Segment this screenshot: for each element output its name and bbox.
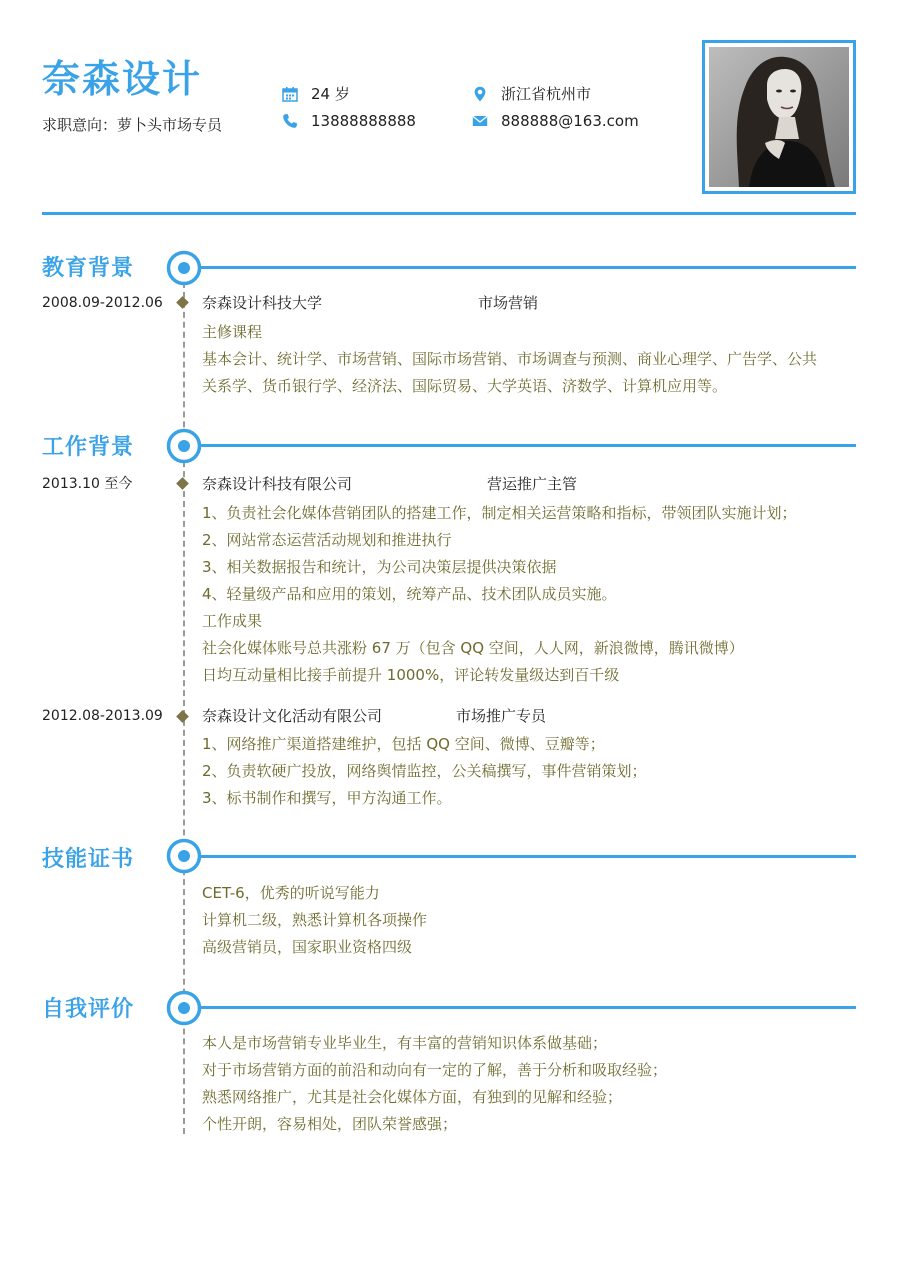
work-title: 工作背景 bbox=[42, 435, 135, 460]
work-rule bbox=[200, 444, 856, 447]
timeline-marker bbox=[176, 477, 189, 490]
email-info bbox=[471, 110, 639, 132]
phone-text: 13888888888 bbox=[311, 112, 416, 130]
work-details-2 bbox=[202, 731, 858, 812]
work-date-2: 2012.08-2013.09 bbox=[42, 708, 163, 724]
envelope-icon bbox=[471, 112, 489, 130]
job-intent: 求职意向：萝卜头市场专员 bbox=[42, 116, 223, 134]
detail-line: 基本会计、统计学、市场营销、国际市场营销、市场调查与预测、商业心理学、广告学、公共 bbox=[202, 350, 818, 368]
skills-list bbox=[202, 880, 858, 961]
work-details-1 bbox=[202, 500, 858, 689]
work-role-2: 市场推广专员 bbox=[456, 707, 547, 725]
work-date-1: 2013.10 至今 bbox=[42, 476, 133, 492]
detail-line: 关系学、货币银行学、经济法、国际贸易、大学英语、济数学、计算机应用等。 bbox=[202, 377, 728, 395]
education-details bbox=[202, 319, 858, 400]
self-eval-line: 个性开朗，容易相处，团队荣誉感强； bbox=[202, 1115, 458, 1133]
skills-section-icon bbox=[166, 838, 202, 874]
candidate-name: 奈森设计 bbox=[42, 57, 203, 101]
timeline-marker bbox=[176, 710, 189, 723]
detail-line: 日均互动量相比接手前提升 1000%，评论转发量级达到百千级 bbox=[202, 666, 620, 684]
timeline-marker bbox=[176, 296, 189, 309]
self-eval-section-icon bbox=[166, 990, 202, 1026]
self-eval-line: 熟悉网络推广，尤其是社会化媒体方面，有独到的见解和经验； bbox=[202, 1088, 623, 1106]
portrait-image bbox=[709, 47, 849, 187]
self-eval-list bbox=[202, 1030, 858, 1138]
education-school: 奈森设计科技大学 bbox=[202, 294, 323, 312]
detail-line: 3、相关数据报告和统计，为公司决策层提供决策依据 bbox=[202, 558, 557, 576]
header-divider bbox=[42, 212, 856, 215]
calendar-icon bbox=[281, 85, 299, 103]
skills-rule bbox=[200, 855, 856, 858]
skill-line: 高级营销员，国家职业资格四级 bbox=[202, 938, 413, 956]
location-pin-icon bbox=[471, 85, 489, 103]
education-date: 2008.09-2012.06 bbox=[42, 295, 163, 311]
work-company-1: 奈森设计科技有限公司 bbox=[202, 475, 353, 493]
self-eval-title: 自我评价 bbox=[42, 997, 135, 1022]
self-eval-line: 对于市场营销方面的前沿和动向有一定的了解，善于分析和吸取经验； bbox=[202, 1061, 668, 1079]
education-major: 市场营销 bbox=[478, 294, 539, 312]
self-eval-line: 本人是市场营销专业毕业生，有丰富的营销知识体系做基础； bbox=[202, 1034, 608, 1052]
detail-line: 1、负责社会化媒体营销团队的搭建工作，制定相关运营策略和指标，带领团队实施计划； bbox=[202, 504, 797, 522]
age-info bbox=[281, 83, 350, 105]
skill-line: 计算机二级，熟悉计算机各项操作 bbox=[202, 911, 428, 929]
detail-line: 2、负责软硬广投放，网络舆情监控，公关稿撰写，事件营销策划； bbox=[202, 762, 647, 780]
skills-title: 技能证书 bbox=[42, 847, 135, 872]
location-info bbox=[471, 83, 591, 105]
detail-line: 社会化媒体账号总共涨粉 67 万（包含 QQ 空间，人人网，新浪微博，腾讯微博） bbox=[202, 639, 744, 657]
email-text: 888888@163.com bbox=[501, 112, 639, 130]
skill-line: CET-6，优秀的听说写能力 bbox=[202, 884, 380, 902]
work-section-icon bbox=[166, 428, 202, 464]
detail-line: 1、网络推广渠道搭建维护，包括 QQ 空间、微博、豆瓣等； bbox=[202, 735, 605, 753]
detail-line: 主修课程 bbox=[202, 323, 263, 341]
detail-line: 3、标书制作和撰写，甲方沟通工作。 bbox=[202, 789, 452, 807]
education-title: 教育背景 bbox=[42, 256, 135, 281]
self-eval-rule bbox=[200, 1006, 856, 1009]
profile-photo bbox=[702, 40, 856, 194]
detail-line: 工作成果 bbox=[202, 612, 263, 630]
work-company-2: 奈森设计文化活动有限公司 bbox=[202, 707, 383, 725]
detail-line: 2、网站常态运营活动规划和推进执行 bbox=[202, 531, 452, 549]
age-text: 24 岁 bbox=[311, 85, 350, 103]
detail-line: 4、轻量级产品和应用的策划，统筹产品、技术团队成员实施。 bbox=[202, 585, 617, 603]
work-role-1: 营运推广主管 bbox=[487, 475, 578, 493]
location-text: 浙江省杭州市 bbox=[501, 85, 592, 103]
education-section-icon bbox=[166, 250, 202, 286]
phone-info bbox=[281, 110, 416, 132]
education-rule bbox=[200, 266, 856, 269]
phone-icon bbox=[281, 112, 299, 130]
